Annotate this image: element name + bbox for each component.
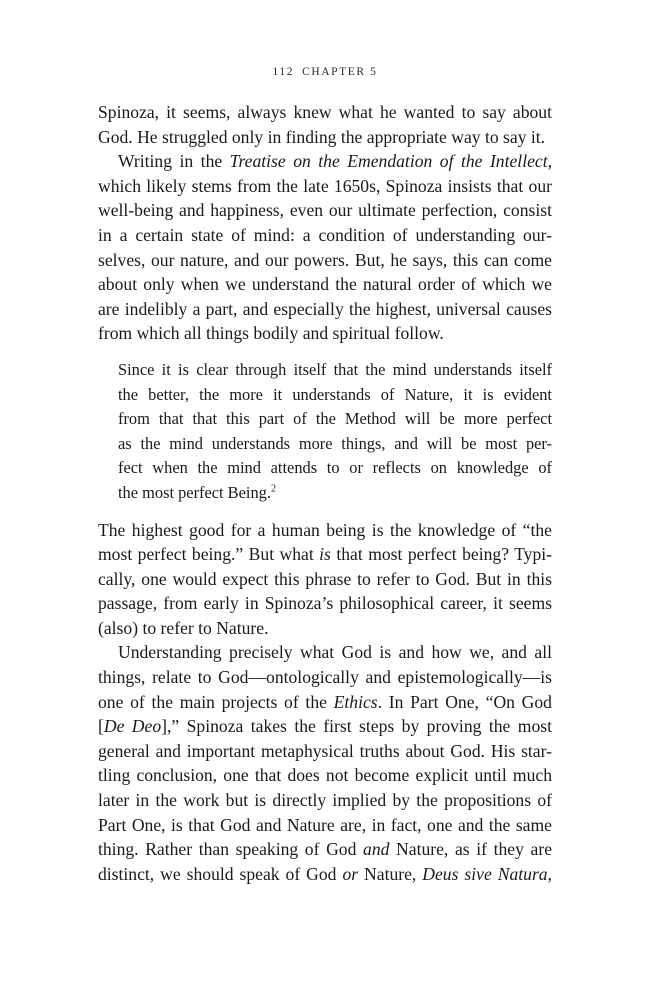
quote-line: the better, the more it understands of Nature, it is evident xyxy=(118,384,552,404)
text-line: Understanding precisely what God is and how we, and all xyxy=(118,642,552,663)
text-line xyxy=(98,542,552,567)
paragraph-4 xyxy=(98,640,552,886)
quote-line: as the mind understands more things, and will be most per- xyxy=(118,433,552,453)
text-line: later in the work but is directly implied by the propositions of xyxy=(98,790,552,811)
paragraph-1 xyxy=(98,100,552,149)
text-line: The highest good for a human being is the knowledge of “the xyxy=(98,519,552,540)
quote-line: fect when the mind attends to or reflects on knowledge of xyxy=(118,458,552,478)
text-segment: [ xyxy=(98,716,104,737)
text-segment: Nature, as if they are xyxy=(389,839,553,860)
emphasis-or: or xyxy=(342,863,359,884)
text-segment: Nature, xyxy=(358,863,423,884)
latin-de-deo: De Deo xyxy=(103,716,162,737)
paragraph-3 xyxy=(98,518,552,641)
chapter-label: CHAPTER 5 xyxy=(302,66,378,78)
text-line xyxy=(98,862,552,887)
running-head xyxy=(98,66,552,78)
footnote-marker[interactable]: 2 xyxy=(270,483,276,495)
text-line xyxy=(98,837,552,862)
text-segment: Writing in the xyxy=(118,151,230,172)
text-segment: most perfect being.” But what xyxy=(98,544,320,565)
text-line: in a certain state of mind: a condition of understanding our- xyxy=(98,224,552,245)
text-line: about only when we understand the natural order of which we xyxy=(98,274,552,295)
text-segment: , xyxy=(547,863,552,884)
text-line: (also) to refer to Nature. xyxy=(98,617,269,638)
text-line xyxy=(98,714,552,739)
text-segment: ],” Spinoza takes the first steps by proving the most xyxy=(161,716,552,737)
text-line: Part One, is that God and Nature are, in fact, one and the same xyxy=(98,814,552,835)
text-line xyxy=(98,149,552,174)
text-line xyxy=(98,690,552,715)
text-line: Spinoza, it seems, always knew what he wanted to say about xyxy=(98,102,552,122)
text-segment: distinct, we should speak of God xyxy=(98,863,343,884)
latin-deus-sive-natura: Deus sive Natura xyxy=(422,863,548,884)
body-text xyxy=(98,100,552,886)
book-title-ethics: Ethics xyxy=(333,691,378,712)
quote-line: Since it is clear through itself that the mind understands itself xyxy=(118,359,552,379)
text-line: tling conclusion, one that does not become explicit until much xyxy=(98,765,552,786)
book-title-treatise: Treatise on the Emendation of the Intellect, xyxy=(229,151,552,172)
text-segment: . In Part One, “On God xyxy=(377,691,552,712)
emphasis-is: is xyxy=(319,544,331,565)
emphasis-and: and xyxy=(363,839,390,860)
text-line: general and important metaphysical truths about God. His star- xyxy=(98,740,552,761)
text-line: God. He struggled only in finding the appropriate way to say it. xyxy=(98,126,546,147)
text-segment: one of the main projects of the xyxy=(98,691,334,712)
text-line: passage, from early in Spinoza’s philosophical career, it seems xyxy=(98,593,552,614)
quote-line xyxy=(118,481,552,506)
text-segment: thing. Rather than speaking of God xyxy=(98,839,364,860)
text-line: well-being and happiness, even our ultimate perfection, consist xyxy=(98,200,552,221)
page-number: 112 xyxy=(272,66,295,78)
text-line: from which all things bodily and spiritual follow. xyxy=(98,323,444,344)
quote-line: from that that this part of the Method will be more perfect xyxy=(118,409,552,429)
text-line: selves, our nature, and our powers. But, he says, this can come xyxy=(98,249,552,270)
text-line: things, relate to God—ontologically and epistemologically—is xyxy=(98,667,552,688)
text-line: cally, one would expect this phrase to refer to God. But in this xyxy=(98,568,552,589)
text-line: which likely stems from the late 1650s, Spinoza insists that our xyxy=(98,175,552,196)
text-segment: the most perfect Being. xyxy=(118,482,271,502)
text-line: are indelibly a part, and especially the highest, universal causes xyxy=(98,298,552,319)
text-segment: that most perfect being? Typi- xyxy=(330,544,552,565)
block-quote xyxy=(118,358,552,506)
paragraph-2 xyxy=(98,149,552,346)
